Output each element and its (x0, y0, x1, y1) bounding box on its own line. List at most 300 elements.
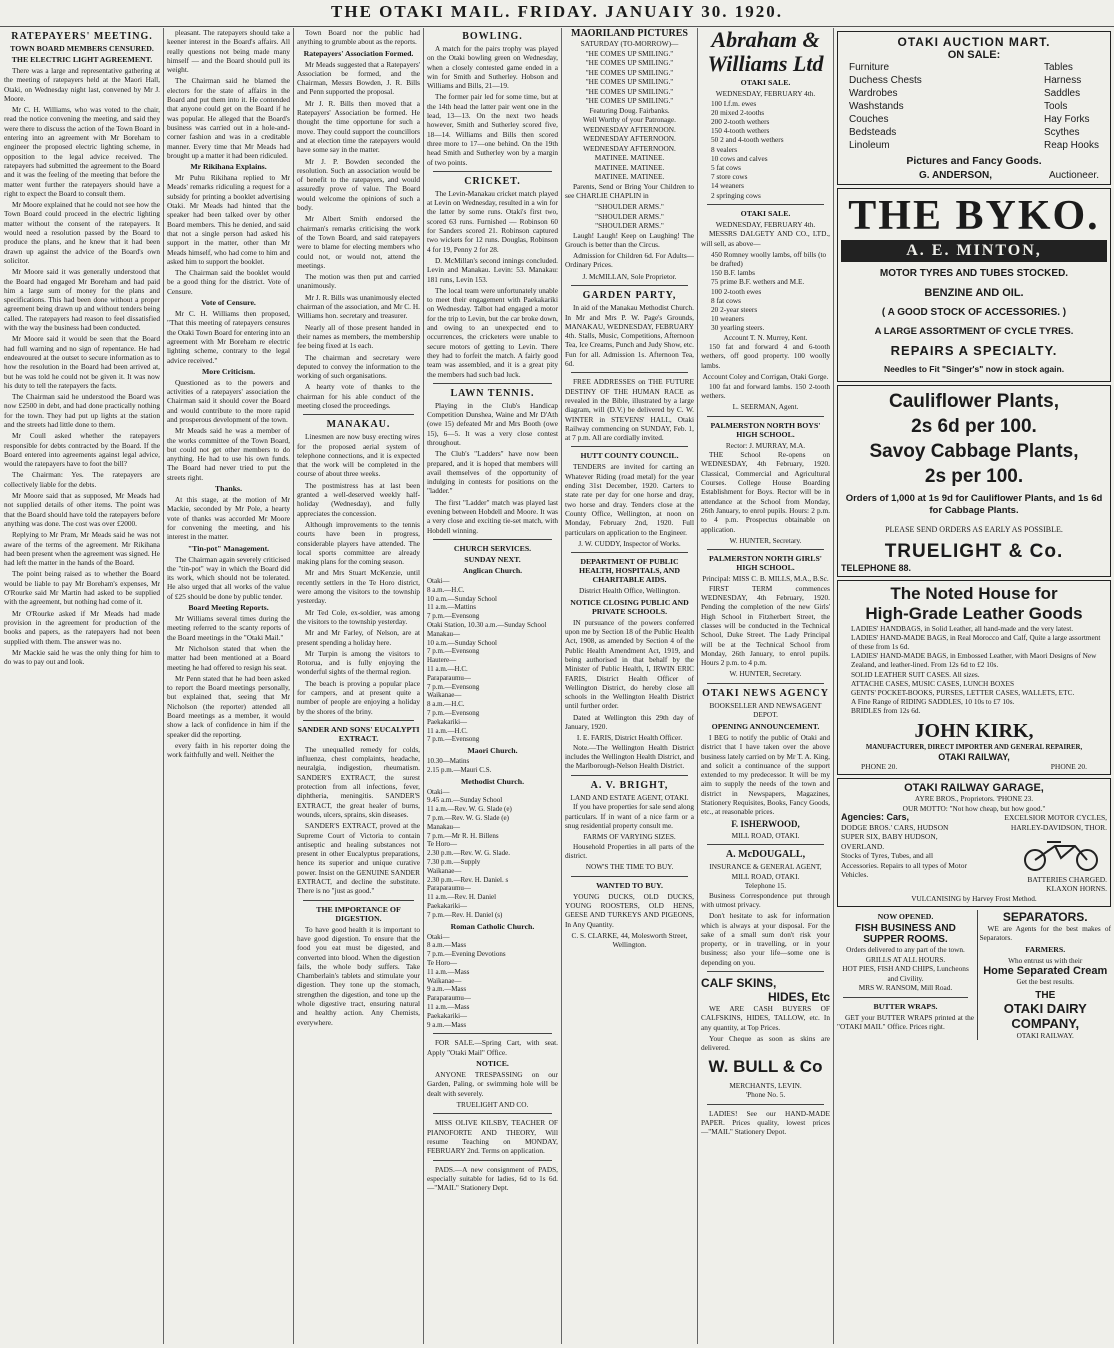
divider (433, 539, 552, 540)
divider (433, 171, 552, 172)
paragraph: Your Cheque as soon as skins are delivered. (701, 1033, 830, 1053)
paragraph: Mr J. R. Bills then moved that a Ratepayers' Association be formed. He thought the time opportune for such a move. They could support the councillors and at election time the ratepayers would have some say in the matter. (297, 98, 420, 155)
article-heading: MANAKAU. (326, 419, 391, 431)
ad-signature: I. E. FARIS, District Health Officer. (576, 733, 683, 743)
ad-heading: BUTTER WRAPS. (873, 1001, 938, 1011)
auction-mart-ad (837, 31, 1111, 185)
ad-heading: CALF SKINS, (701, 976, 777, 991)
service-line: Paekakariki— (427, 1011, 468, 1020)
feature-line: "HE COMES UP SMILING." (585, 67, 674, 77)
service-line: 7 p.m.—Rev. H. Daniel (s) (427, 910, 503, 919)
church-name: Methodist Church. (460, 776, 525, 786)
byko-ad (837, 188, 1111, 382)
paragraph: Mr Moore said it was generally understood that the Board had engaged Mr Boreham and had paid him a large sum of money for the plans and specifications. This had been done without a proper agreement being drawn up and without tenders being called. The ratepayers had reason to feel dissatisfied with the way the business had been conducted. (4, 267, 160, 333)
service-line: Te Horo— (427, 959, 458, 968)
ad-signature: J. McMILLAN, Sole Proprietor. (582, 271, 677, 281)
ad-signature: MRS W. RANSOM, Mill Road. (858, 983, 953, 993)
sale-line: 30 yearling steers. (711, 323, 765, 333)
ad-line: Stocks of Tyres, Tubes, and all Accessories. Repairs to all types of Motor Vehicles. (841, 851, 968, 880)
sale-list (701, 99, 830, 200)
ad-line: NOW'S THE TIME TO BUY. (585, 862, 674, 872)
ad-line: BENZINE AND OIL. (924, 287, 1024, 299)
ad-line: PHONE 20. (1050, 762, 1087, 772)
paragraph: IN pursuance of the powers conferred upon me by Section 18 of the Public Health Act, 1908, as amended by Section 4 of the Public Health Amendment Act, 1919, and being authorised in that behalf by the Minister of Public Health, I, IRWIN ERIC FARIS, District Health Officer of Wellington District, do hereby close all schools in the Wellington Health District until further order. (565, 617, 694, 711)
paragraph: Replying to Mr Pram, Mr Meads said he was not aware of the terms of the agreement. Mr Rikihana had been present when the agreement was signed. He had left the matter in the hands of the Board. (4, 530, 160, 568)
paragraph: Mr Meads suggested that a Ratepayers' Association be formed, and the Chairman, Messrs Bowden, J. R. Bills and Penn supported the proposal. (297, 59, 420, 97)
service-line: 9 a.m.—Mass (427, 1020, 467, 1029)
sale-item: Furniture (849, 62, 890, 73)
sale-line: 10 cows and calves (711, 153, 768, 163)
ad-signature: J. W. CUDDY, Inspector of Works. (578, 538, 681, 548)
feature-line: MATINEE. MATINEE. (594, 172, 665, 181)
paragraph: The chairman and secretary were deputed to convey the information to the working of such organisations. (297, 352, 420, 381)
feature-line: WEDNESDAY AFTERNOON. (583, 143, 676, 153)
divider (303, 900, 414, 901)
church-name: Maori Church. (467, 746, 518, 756)
cinema-line: Well Worthy of your Patronage. (583, 115, 676, 124)
ad-line: Auctioneer. (1048, 170, 1099, 181)
subheading: "Tin-pot" Management. (187, 543, 270, 553)
ad-heading: SANDER AND SONS' EUCALYPTI EXTRACT. (297, 724, 420, 743)
paragraph: In aid of the Manakau Methodist Church. In Mr and Mrs P. W. Page's Grounds, MANAKAU, WEDNESDAY, FEBRUARY 4th. Stalls, Music, Competitions, Afternoon Tea, Ice Creams, Punch and Judy Show, etc. Fun for all. Admission 1s. Afternoon Tea, 6d. (565, 303, 694, 369)
paragraph: Mr Moore explained that he could not see how the Town Board could proceed in the electric lighting matter without the consent of the ratepayers. It would need a resolution passed by the Board to produce the plans, and he knew that it had been drawn up against the advice of the Board's own solicitor. (4, 200, 160, 265)
divider (433, 1033, 552, 1034)
sale-line: 7 store cows (711, 172, 748, 182)
plants-ad (837, 385, 1111, 577)
column-7 (837, 28, 1111, 1344)
minton-banner: A. E. MINTON, (841, 240, 1107, 262)
ad-line: PHONE 20. (861, 762, 898, 772)
cinema-date: SATURDAY (TO-MORROW)— (580, 39, 679, 48)
sale-item: Hay Forks (1043, 114, 1090, 125)
ad-heading: NOTICE CLOSING PUBLIC AND PRIVATE SCHOOLS. (570, 597, 689, 616)
feature-line: MATINEE. MATINEE. (594, 162, 665, 172)
ad-signature: G. ANDERSON, (919, 170, 992, 181)
service-line: Paekakariki— (427, 902, 468, 911)
service-line: 7 p.m.—Evensong (427, 735, 480, 744)
sale-line: 8 vealers (711, 144, 738, 154)
divider (707, 844, 824, 845)
divider (433, 383, 552, 384)
ad-heading: Home Separated Cream (983, 965, 1108, 978)
column-rule (697, 28, 698, 1344)
paragraph: Mr C. H. Williams then proposed, "That this meeting of ratepayers censures the Otaki Town Board for entering into an agreement with Mr Boreham re electric lighting scheme, contrary to the legal advice received." (167, 309, 290, 365)
church-name: Anglican Church. (462, 565, 523, 575)
sale-line: 20 mixed 2-tooths (711, 107, 765, 117)
paragraph: Admission for Children 6d. For Adults—Ordinary Prices. (565, 251, 694, 270)
ad-line: GRILLS AT ALL HOURS. (865, 954, 946, 964)
paragraph: Mr Coull asked whether the ratepayers responsible for debts contracted by the Board. If the Board entered into agreements against legal advice, would the ratepayers have to foot the bill? (4, 431, 160, 469)
ad-heading: SEPARATORS. (1002, 910, 1088, 925)
paragraph: Mr Puhu Rikihana replied to Mr Meads' remarks ridiculing a request for a subsidy for printing a booklet advertising Otaki. Mr Meads had hinted that the speaker had been talked over by other Board members. This he denied, and said that not a single person had asked his support in the matter, other than Mr Meads himself, who had come to him and asked him to support the booklet. (167, 173, 290, 266)
sale-item: Tools (1043, 101, 1068, 112)
feature-line: "HE COMES UP SMILING." (585, 48, 674, 58)
ad-heading: TRUELIGHT & Co. (884, 540, 1064, 562)
subheading: THE ELECTRIC LIGHT AGREEMENT. (11, 55, 153, 64)
paragraph: The former pair led for some time, but at the 14th head the latter pair went one in the lead, 13—13. On the next two heads however, Smith and Sutherley scored five, 18—14. Williams and Bills then scored three more to 17—one behind. On the 19th head Smith and Sutherley won by a margin of two points. (427, 92, 558, 167)
paragraph: A hearty vote of thanks to the chairman for his able conduct of the meeting closed the proceedings. (297, 382, 420, 410)
article-heading: CRICKET. (464, 175, 521, 187)
sale-line: 5 fat cows (711, 162, 741, 172)
paragraph: TENDERS are invited for carting an Whatever Riding (road metal) for the year ending 31st December, 1920. Carters to state rate per day for one horse and dray, two horse and dray. Tenders close at the County Office, Wellington, at noon on Monday, February 2nd, 1920. Full particulars on application to the Engineer. (565, 462, 694, 537)
garage-left (841, 813, 969, 894)
sale-item: Scythes (1043, 127, 1080, 138)
paragraph: The motion was then put and carried unanimously. (297, 272, 420, 291)
church-subheading: SUNDAY NEXT. (464, 554, 521, 564)
service-line: Paekakariki— (427, 717, 468, 726)
classified-ad: ANYONE TRESPASSING on our Garden, Paling, or swimming hole will be dealt with severely. (427, 1070, 558, 1098)
bottom-ads (837, 910, 1111, 1040)
ad-heading: W. BULL & Co (708, 1056, 823, 1076)
ad-line: Orders of 1,000 at 1s 9d for Cauliflower Plants, and 1s 6d for Cabbage Plants. (845, 493, 1103, 516)
column-2 (167, 28, 290, 1344)
subheading: TOWN BOARD MEMBERS CENSURED. (10, 44, 154, 53)
service-line: 11 a.m.—Rev. W. G. Slade (e) (427, 805, 512, 814)
paragraph: D. McMillan's second innings concluded. Levin and Manakau. Levin: 53. Manakau: 181 runs, Levin 153. (427, 255, 558, 284)
ad-line: THE (1035, 989, 1056, 1001)
paragraph: every faith in his reporter doing the work faithfully and well. Neither the (167, 740, 290, 760)
ad-line: Needles to Fit "Singer's" now in stock again. (883, 364, 1065, 374)
paragraph: The Chairman again severely criticised the "tin-pot" way in which the Board did its work, which should not be tolerated. He also urged that all works of the value of £25 should be done by public tender. (167, 554, 290, 601)
ad-line: Principal: MISS C. B. MILLS, M.A., B.Sc. (702, 574, 829, 584)
ad-heading: NOW OPENED. (877, 912, 934, 922)
ad-line: ( A GOOD STOCK OF ACCESSORIES. ) (881, 307, 1067, 318)
cinema-line: Featuring Doug. Fairbanks. (589, 105, 670, 115)
ad-line: Get the best results. (1016, 977, 1075, 987)
sale-line: 75 prime B.F. wethers and M.E. (711, 277, 805, 287)
cinema-heading: MAORILAND PICTURES (571, 28, 688, 39)
ad-heading: JOHN KIRK, (914, 719, 1034, 742)
paragraph: Mr Williams several times during the meeting referred to the scanty reports of the Board meetings in the "Otaki Mail." (167, 614, 290, 642)
garage-right (979, 813, 1107, 894)
ad-heading: PALMERSTON NORTH GIRLS' HIGH SCHOOL. (709, 554, 822, 573)
service-line: 7 p.m.—Evensong (427, 647, 480, 656)
divider (707, 971, 824, 972)
paragraph: Mr and Mr Farley, of Nelson, are at present spending a holiday here. (297, 628, 420, 647)
service-line: 8 a.m.—H.C. (427, 700, 465, 709)
ad-heading: FISH BUSINESS AND SUPPER ROOMS. (855, 923, 956, 946)
ad-line: KLAXON HORNS. (1046, 884, 1107, 894)
divider (571, 876, 688, 877)
sale-item: Washstands (849, 101, 904, 112)
ad-heading: High-Grade Leather Goods (865, 603, 1083, 623)
paragraph: Household Properties in all parts of the district. (565, 841, 694, 860)
ad-heading: FARMERS. (1025, 944, 1066, 954)
service-line: 7 p.m.—Evensong (427, 682, 480, 691)
paragraph: FIRST TERM commences WEDNESDAY, 4th February, 1920. Pending the completion of the new Girls' High School in Fitzherbert Street, the classes will be conducted in the Technical School, Duke Street. The Lady Principal will be at the Technical School from Monday, 26th January, to enrol pupils. Hours 2 p.m. to 4 p.m. (701, 583, 830, 668)
column-rule (293, 28, 294, 1344)
items-columns (841, 61, 1107, 152)
service-line: 2.30 p.m.—Rev. W. G. Slade. (427, 849, 510, 858)
paragraph: The Chairman said he blamed the electors for the state of affairs in the Board and put them into it. He contended that anyone could get on the Board if he was popular. He alleged that the Board's business was carried out in a hole-and-corner fashion and was in a creditable manner. Every time that Mr Meads had brought up a matter it had been ridiculed. (167, 76, 290, 160)
article-heading: LAWN TENNIS. (450, 387, 535, 399)
sale-line: 14 weaners (711, 181, 745, 191)
service-line: 7 p.m.—Evensong (427, 612, 480, 621)
classified-ad: FOR SALE.—Spring Cart, with seat. Apply "Otaki Mail" Office. (427, 1038, 558, 1057)
service-line: 11 a.m.—H.C. (427, 664, 468, 673)
ad-line: Account T. N. Murrey, Kent. (723, 332, 808, 342)
service-line: 8 a.m.—Mass (427, 941, 467, 950)
ad-line: WEDNESDAY, FEBRUARY 4th. (715, 89, 816, 98)
ad-heading: OPENING ANNOUNCEMENT. (711, 721, 820, 731)
column-rule (163, 28, 164, 1344)
subheading: Thanks. (214, 484, 243, 494)
feature-list (565, 202, 694, 231)
divider (843, 997, 968, 998)
paragraph: A match for the pairs trophy was played on the Otaki bowling green on Wednesday, when a closely contested game ended in a win for Smith and Sutherley. Hobson and Williams and Bills, 21—19. (427, 44, 558, 91)
leather-item: A Fine Range of RIDING SADDLES, 10 10s to £7 10s. (851, 697, 1015, 707)
service-line: 10 a.m.—Sunday School (427, 638, 497, 647)
subheading: Board Meeting Reports. (188, 603, 269, 613)
ad-heading: THE IMPORTANCE OF DIGESTION. (316, 904, 401, 923)
subheading: Vote of Censure. (201, 298, 256, 308)
leather-item: GENTS' POCKET-BOOKS, PURSES, LETTER CASES, WALLETS, ETC. (851, 687, 1075, 697)
ad-line: Who entrust us with their (1008, 955, 1083, 965)
ad-signature: C. S. CLARKE, 44, Molesworth Street, Wellington. (571, 930, 688, 950)
paragraph: Mr C. H. Williams, who was voted to the chair, read the notice convening the meeting, and said they were there to discuss the action of the Town Board in entering into an agreement with Mr Boreham to engineer the proposed electric lighting scheme, in opposition to the legal advice received. The ratepayers had submitted the agreement to the Board and it was the feeling of the meeting that before the matter went further the ratepayers should have a right to expect the Board to consult them. (4, 105, 160, 198)
sale-item: Bedsteads (849, 127, 897, 138)
service-line: 7 p.m.—Evening Devotions (427, 950, 506, 959)
divider (571, 775, 688, 776)
feature-list (565, 125, 694, 154)
service-line: Manakau— (427, 822, 461, 831)
ad-line: DODGE BROS.' CARS, HUDSON SUPER SIX, BABY HUDSON, OVERLAND. (841, 822, 949, 851)
paragraph: Mr Nicholson stated that when the matter had been mentioned at a Board meeting he had offered to resign his seat. (167, 643, 290, 672)
ad-line: INSURANCE & GENERAL AGENT, (709, 862, 822, 872)
service-line: 10.30—Matins (427, 757, 470, 766)
service-line: Otaki— (427, 576, 450, 585)
service-line: 9.45 a.m.—Sunday School (427, 796, 503, 805)
paragraph: The Chairman said he understood the Board was now £2500 in debt, and had done practically nothing for the town. They had put up lights at the station and the streets had little done to them. (4, 392, 160, 429)
ad-line: AYRE BROS., Proprietors. 'PHONE 23. (914, 794, 1034, 804)
divider (433, 1160, 552, 1161)
church-heading: CHURCH SERVICES. (453, 543, 532, 553)
feature-list (565, 49, 694, 106)
sale-line: 2 springing cows (711, 190, 761, 200)
leather-item: SOLID LEATHER SUIT CASES. All sizes. (851, 669, 980, 679)
ad-line: MILL ROAD, OTAKI. (731, 871, 800, 881)
divider (571, 552, 688, 553)
leather-item: BRIDLES from 12s 6d. (851, 706, 921, 716)
service-line: 11 a.m.—Rev. H. Daniel (427, 893, 497, 902)
ad-line: PLEASE SEND ORDERS AS EARLY AS POSSIBLE. (885, 525, 1063, 534)
service-line: 9 a.m.—Mass (427, 985, 467, 994)
paragraph: If you have properties for sale send along particulars. If in want of a nice farm or a snug residential property consult me. (565, 802, 694, 830)
service-line: 2.30 p.m.—Rev. H. Daniel. s (427, 875, 509, 884)
ad-line: TELEPHONE 88. (841, 562, 912, 573)
ad-heading: Savoy Cabbage Plants, (869, 441, 1079, 462)
ad-line: Account Coley and Corrigan, Otaki Gorge. (702, 372, 829, 382)
service-line: 11 a.m.—H.C. (427, 726, 468, 735)
article-heading: RATEPAYERS' MEETING. (11, 31, 153, 42)
subheading: Ratepayers' Association Formed. (303, 48, 414, 58)
column-1 (4, 28, 160, 1344)
paragraph: Mr Mackie said he was the only thing for him to do was to pay out and look. (4, 647, 160, 667)
paragraph: Town Board nor the public had anything to grumble about as the reports. (297, 28, 420, 47)
fish-ad (837, 910, 978, 1040)
ad-heading: OTAKI SALE. (740, 208, 791, 218)
paragraph: Mr Turpin is among the visitors to Rotorua, and is fully enjoying the wonderful sights of the thermal region. (297, 648, 420, 677)
garage-ad (837, 778, 1111, 907)
paragraph: Note.—The Wellington Health District includes the Wellington Health District, and the Marlborough-Nelson Health District. (565, 742, 694, 771)
ad-heading: HIDES, Etc (767, 990, 830, 1005)
column-4 (427, 28, 558, 1344)
service-line: Otaki Station, 10.30 a.m.—Sunday School (427, 620, 547, 629)
ad-line: OTAKI RAILWAY. (1016, 1030, 1074, 1040)
paragraph: Don't hesitate to ask for information which is always at your disposal. For the sake of a small sum don't risk your property, or in travelling, or in your business; also your life—some one is depending on you. (701, 911, 830, 967)
service-line: Waikanae— (427, 976, 462, 985)
feature-line: "SHOULDER ARMS." (595, 211, 664, 221)
phone-row (841, 762, 1107, 771)
ad-signature: W. HUNTER, Secretary. (729, 669, 802, 679)
ad-heading: A. McDOUGALL, (725, 849, 806, 861)
leather-item: ATTACHE CASES, MUSIC CASES, LUNCH BOXES (851, 678, 1015, 688)
service-line: Manakau— (427, 629, 461, 638)
ad-heading: PALMERSTON NORTH BOYS' HIGH SCHOOL. (710, 420, 821, 439)
sale-item: Couches (849, 114, 889, 125)
ad-heading: Cauliflower Plants, (889, 391, 1059, 412)
feature-line: "HE COMES UP SMILING." (585, 58, 674, 67)
ad-line: Telephone 15. (744, 881, 787, 891)
ad-line: MANUFACTURER, DIRECT IMPORTER AND GENERAL REPAIRER, (865, 743, 1083, 751)
paragraph: The postmistress has at last been granted a well-deserved weekly half-holiday (Wednesday), and fully appreciates the concession. (297, 480, 420, 518)
garage-body (841, 813, 1107, 894)
ad-heading: A. V. BRIGHT, (590, 779, 669, 791)
paragraph: The beach is proving a popular place for campers, and at present quite a number of people are enjoying a holiday by the shores of the briny. (297, 678, 420, 716)
abraham-williams-logo: Abraham & Williams Ltd (707, 28, 824, 76)
divider (707, 416, 824, 417)
paragraph: Mr Meads said he was a member of the works committee of the Town Board, but could not get other members to do anything. He had to use his own funds. The Board had never tried to put the streets right. (167, 426, 290, 482)
paragraph: Mr J. R. Bills was unanimously elected chairman of the association, and Mr C. H. Williams hon. secretary and treasurer. (297, 292, 420, 321)
classified-ad: PADS.—A new consignment of PADS, especially suitable for ladies, 6d to 1s 6d.—"MAIL" Stationery Dept. (427, 1164, 558, 1193)
ad-heading: OTAKI AUCTION MART. (897, 35, 1051, 49)
divider (303, 414, 414, 415)
paragraph: SANDER'S EXTRACT, proved at the Supreme Court of Victoria to contain antiseptic and healing substances not present in other Eucalyptus preparations, hence its superior and unique curative power. Insist on the GENUINE SANDER EXTRACT, and decline the substitute. There is no "just as good." (297, 821, 420, 896)
ad-line: LAND AND ESTATE AGENT, OTAKI. (570, 792, 689, 802)
subheading: More Criticism. (201, 366, 256, 376)
service-line: 11 a.m.—Mattins (427, 603, 476, 612)
ad-price: 2s 6d per 100. (911, 416, 1037, 437)
feature-line: "SHOULDER ARMS." (595, 221, 664, 231)
service-line: Te Horo— (427, 840, 458, 849)
ad-signature: L. SEERMAN, Agent. (732, 402, 799, 412)
sale-item: Duchess Chests (849, 75, 922, 86)
paragraph: Mr Penn stated that he had been asked to report the Board meetings personally, but explained that, seeing that Mr Nicholson (the reporter) attended all Board meetings as a member, it would show a lack of confidence in him if the speaker did the reporting. (167, 673, 290, 739)
paragraph: The point being raised as to whether the Board would be liable to pay Mr Boreham's expenses, Mr O'Rourke said Mr Martin had asked to be supplied with the agreement, but nothing had come of it. (4, 569, 160, 607)
divider (433, 1113, 552, 1114)
ad-line: Orders delivered to any part of the town. (846, 945, 965, 955)
feature-line: "HE COMES UP SMILING." (585, 86, 674, 96)
ad-line: Rector: J. MURRAY, M.A. (725, 440, 806, 450)
ad-signature-row (841, 167, 1107, 181)
ad-line: EXCELSIOR MOTOR CYCLES, HARLEY-DAVIDSON, THOR. (1004, 813, 1107, 832)
ad-line: HOT PIES, FISH AND CHIPS, Luncheons and Civility. (842, 964, 969, 983)
paragraph: Business Correspondence put through with utmost privacy. (701, 890, 830, 909)
ad-line: OUR MOTTO: "Not how cheap, but how good." (902, 803, 1046, 813)
paragraph: The Club's "Ladders" have now been prepared, and it is hoped that members will avail themselves of the opportunity of indulging in contests for positions on the "ladder." (427, 449, 558, 496)
service-line: 10 a.m.—Sunday School (427, 594, 497, 603)
paragraph: Mr Moore said that as supposed, Mr Meads had not supplied details of other items. The point was that the Board should have told the ratepayers before anything was done. The cost was over £2000. (4, 491, 160, 528)
leather-item: LADIES' HAND-MADE BAGS, in Real Morocco and Calf, Quite a large assortment of these from 1s 6d. (851, 632, 1101, 651)
divider (303, 720, 414, 721)
paragraph: At this stage, at the motion of Mr Mackie, seconded by Mr Pole, a hearty vote of thanks was accorded Mr Moore for convening the meeting, and his interest in the matter. (167, 495, 290, 542)
paragraph: Mr O'Rourke asked if Mr Meads had made provision in the agreement for production of the books and papers, as the ratepayers had not been supplied with them. The answer was no. (4, 608, 160, 646)
feature-line: "SHOULDER ARMS." (595, 202, 664, 212)
service-line: Paraparaumu— (427, 884, 471, 893)
ad-heading: OTAKI RAILWAY GARAGE, (904, 782, 1044, 795)
divider (707, 549, 824, 550)
ad-line: Agencies: Cars, (841, 812, 910, 823)
paragraph: Linesmen are now busy erecting wires for the proposed aerial system of telephone connections, and it is expected that the work will be completed in the course of about three weeks. (297, 432, 420, 479)
service-line: Waikanae— (427, 866, 462, 875)
ad-signature: W. HUNTER, Secretary. (729, 535, 802, 545)
sale-line: 10 weaners (711, 314, 745, 324)
service-line: 2.15 p.m.—Mauri C.S. (427, 765, 492, 774)
divider (571, 285, 688, 286)
paragraph: YOUNG DUCKS, OLD DUCKS, YOUNG ROOSTERS, OLD HENS, GEESE AND TURKEYS AND PIGEONS, In Any Quantity. (565, 891, 694, 929)
ad-line: BOOKSELLER AND NEWSAGENT DEPOT. (709, 700, 822, 720)
paragraph: Mr J. P. Bowden seconded the resolution. Such an association would be of benefit to the ratepayers, and would assuredly prove of value. The Board would welcome the opinions of such a body. (297, 156, 420, 213)
sale-item: Saddles (1043, 88, 1081, 99)
paragraph: Laugh! Laugh! Keep on Laughing! The Grouch is better than the Circus. (565, 230, 694, 249)
sale-item: Linoleum (849, 140, 890, 151)
paragraph: 150 fat and forward 4 and 6-tooth wethers, off good property. 100 woolly lambs. (701, 342, 830, 370)
paragraph: GET your BUTTER WRAPS printed at the "OTAKI MAIL" Office. Prices right. (837, 1012, 974, 1031)
ad-line: VULCANISING by Harvey Frost Method. (911, 893, 1037, 903)
paragraph: WE are Agents for the best makes of Separators. (979, 924, 1111, 943)
ad-line: MERCHANTS, LEVIN. (729, 1080, 802, 1090)
ad-heading: The Noted House for (890, 583, 1058, 603)
masthead-title: THE OTAKI MAIL. FRIDAY. JANUAIY 30. 1920. (331, 2, 783, 21)
sale-item: Tables (1043, 62, 1073, 73)
classified-ad: MISS OLIVE KILSBY, TEACHER OF PIANOFORTE AND THEORY, Will resume Teaching on MONDAY, FEBRUARY 2nd. Terms on application. (427, 1118, 558, 1156)
ad-heading: GARDEN PARTY, (582, 290, 677, 302)
sale-line: 8 fat cows (711, 295, 741, 305)
service-line: 7 p.m.—Evensong (427, 708, 480, 717)
sale-item: Reap Hooks (1043, 140, 1099, 151)
separators-ad (979, 910, 1111, 1040)
paragraph: Playing in the Club's Handicap Competition Dunshea, Waine and Mr D'Ath (owe 15) defeated Mr and Mrs Booth (owe 15), 6—5. It was a very close contest throughout. (427, 400, 558, 447)
ad-heading: OTAKI NEWS AGENCY (702, 687, 829, 699)
ad-heading: NOTICE. (476, 1059, 509, 1068)
ad-line: FARMS OF VARYING SIZES. (583, 832, 676, 842)
feature-list (565, 153, 694, 182)
sale-line: 200 2-tooth wethers (711, 116, 770, 126)
column-6 (701, 28, 830, 1344)
divider (707, 1104, 824, 1105)
paragraph: FREE ADDRESSES on THE FUTURE DESTINY OF THE HUMAN RACE as revealed in the Bible, illustrated by a large diagram, will (D.V.) be delivered by C. W. WINTER in STEVENS' HALL, Otaki Railway commencing on SUNDAY, Feb. 1, at 7 p.m. All are cordially invited. (565, 377, 694, 443)
divider (707, 683, 824, 684)
paragraph: I BEG to notify the public of Otaki and district that I have taken over the above business lately carried on by Mr T. A. King, and solicit a continuance of the support extended to my predecessor. It will be my aim to supply the needs of the town and district in Newspapers, Magazines, Stationery Requisites, Books, Fancy Goods, etc., at reasonable prices. (701, 732, 830, 817)
paragraph: The unequalled remedy for colds, influenza, chest complaints, headache, neuralgia, indigestion, rheumatism. SANDER'S EXTRACT, the surest protection from all infections, fever, diphtheria, meningitis. SANDER'S EXTRACT, the great healer of burns, wounds, ulcers, sprains, skin diseases. (297, 744, 420, 819)
ad-line: REPAIRS A SPECIALTY. (890, 343, 1058, 358)
paragraph: WE ARE CASH BUYERS OF CALFSKINS, HIDES, TALLOW, etc. In any quantity, at Top Prices. (701, 1004, 830, 1032)
divider (571, 372, 688, 373)
paragraph: LADIES! See our HAND-MADE PAPER. Prices quality, lowest prices—"MAIL" Stationery Depot. (701, 1108, 830, 1137)
paragraph: 100 fat and forward lambs. 150 2-tooth wethers. (701, 381, 830, 400)
paragraph: Dated at Wellington this 29th day of January, 1920. (565, 712, 694, 732)
ad-heading: WANTED TO BUY. (596, 880, 663, 890)
church-name: Roman Catholic Church. (450, 921, 535, 931)
service-line: 7 p.m.—Rev. W. G. Slade (e) (427, 814, 509, 823)
column-rule (561, 28, 562, 1344)
ad-subheading: ON SALE: (947, 49, 1001, 61)
paragraph: The first "Ladder" match was played last evening between Hobdell and Moore. It was a very close and exciting tie-set match, with Hobdell winning. (427, 497, 558, 535)
paragraph: The Chairman said the booklet would be a good thing for the district. Vote of Censure. (167, 268, 290, 296)
ad-line: District Health Office, Wellington. (578, 586, 681, 596)
paragraph: THE School Re-opens on WEDNESDAY, 4th February, 1920. Classical, Commercial and Agricultural Courses. College House Boarding Establishment for Boys. Rector will be in attendance at the School from Monday, 26th January, to enrol pupils. Hours: 2 p.m. to 4 p.m. Prospectus obtainable on application. (701, 450, 830, 534)
paragraph: The Chairman: Yes. The ratepayers are collectively liable for the debts. (4, 470, 160, 489)
